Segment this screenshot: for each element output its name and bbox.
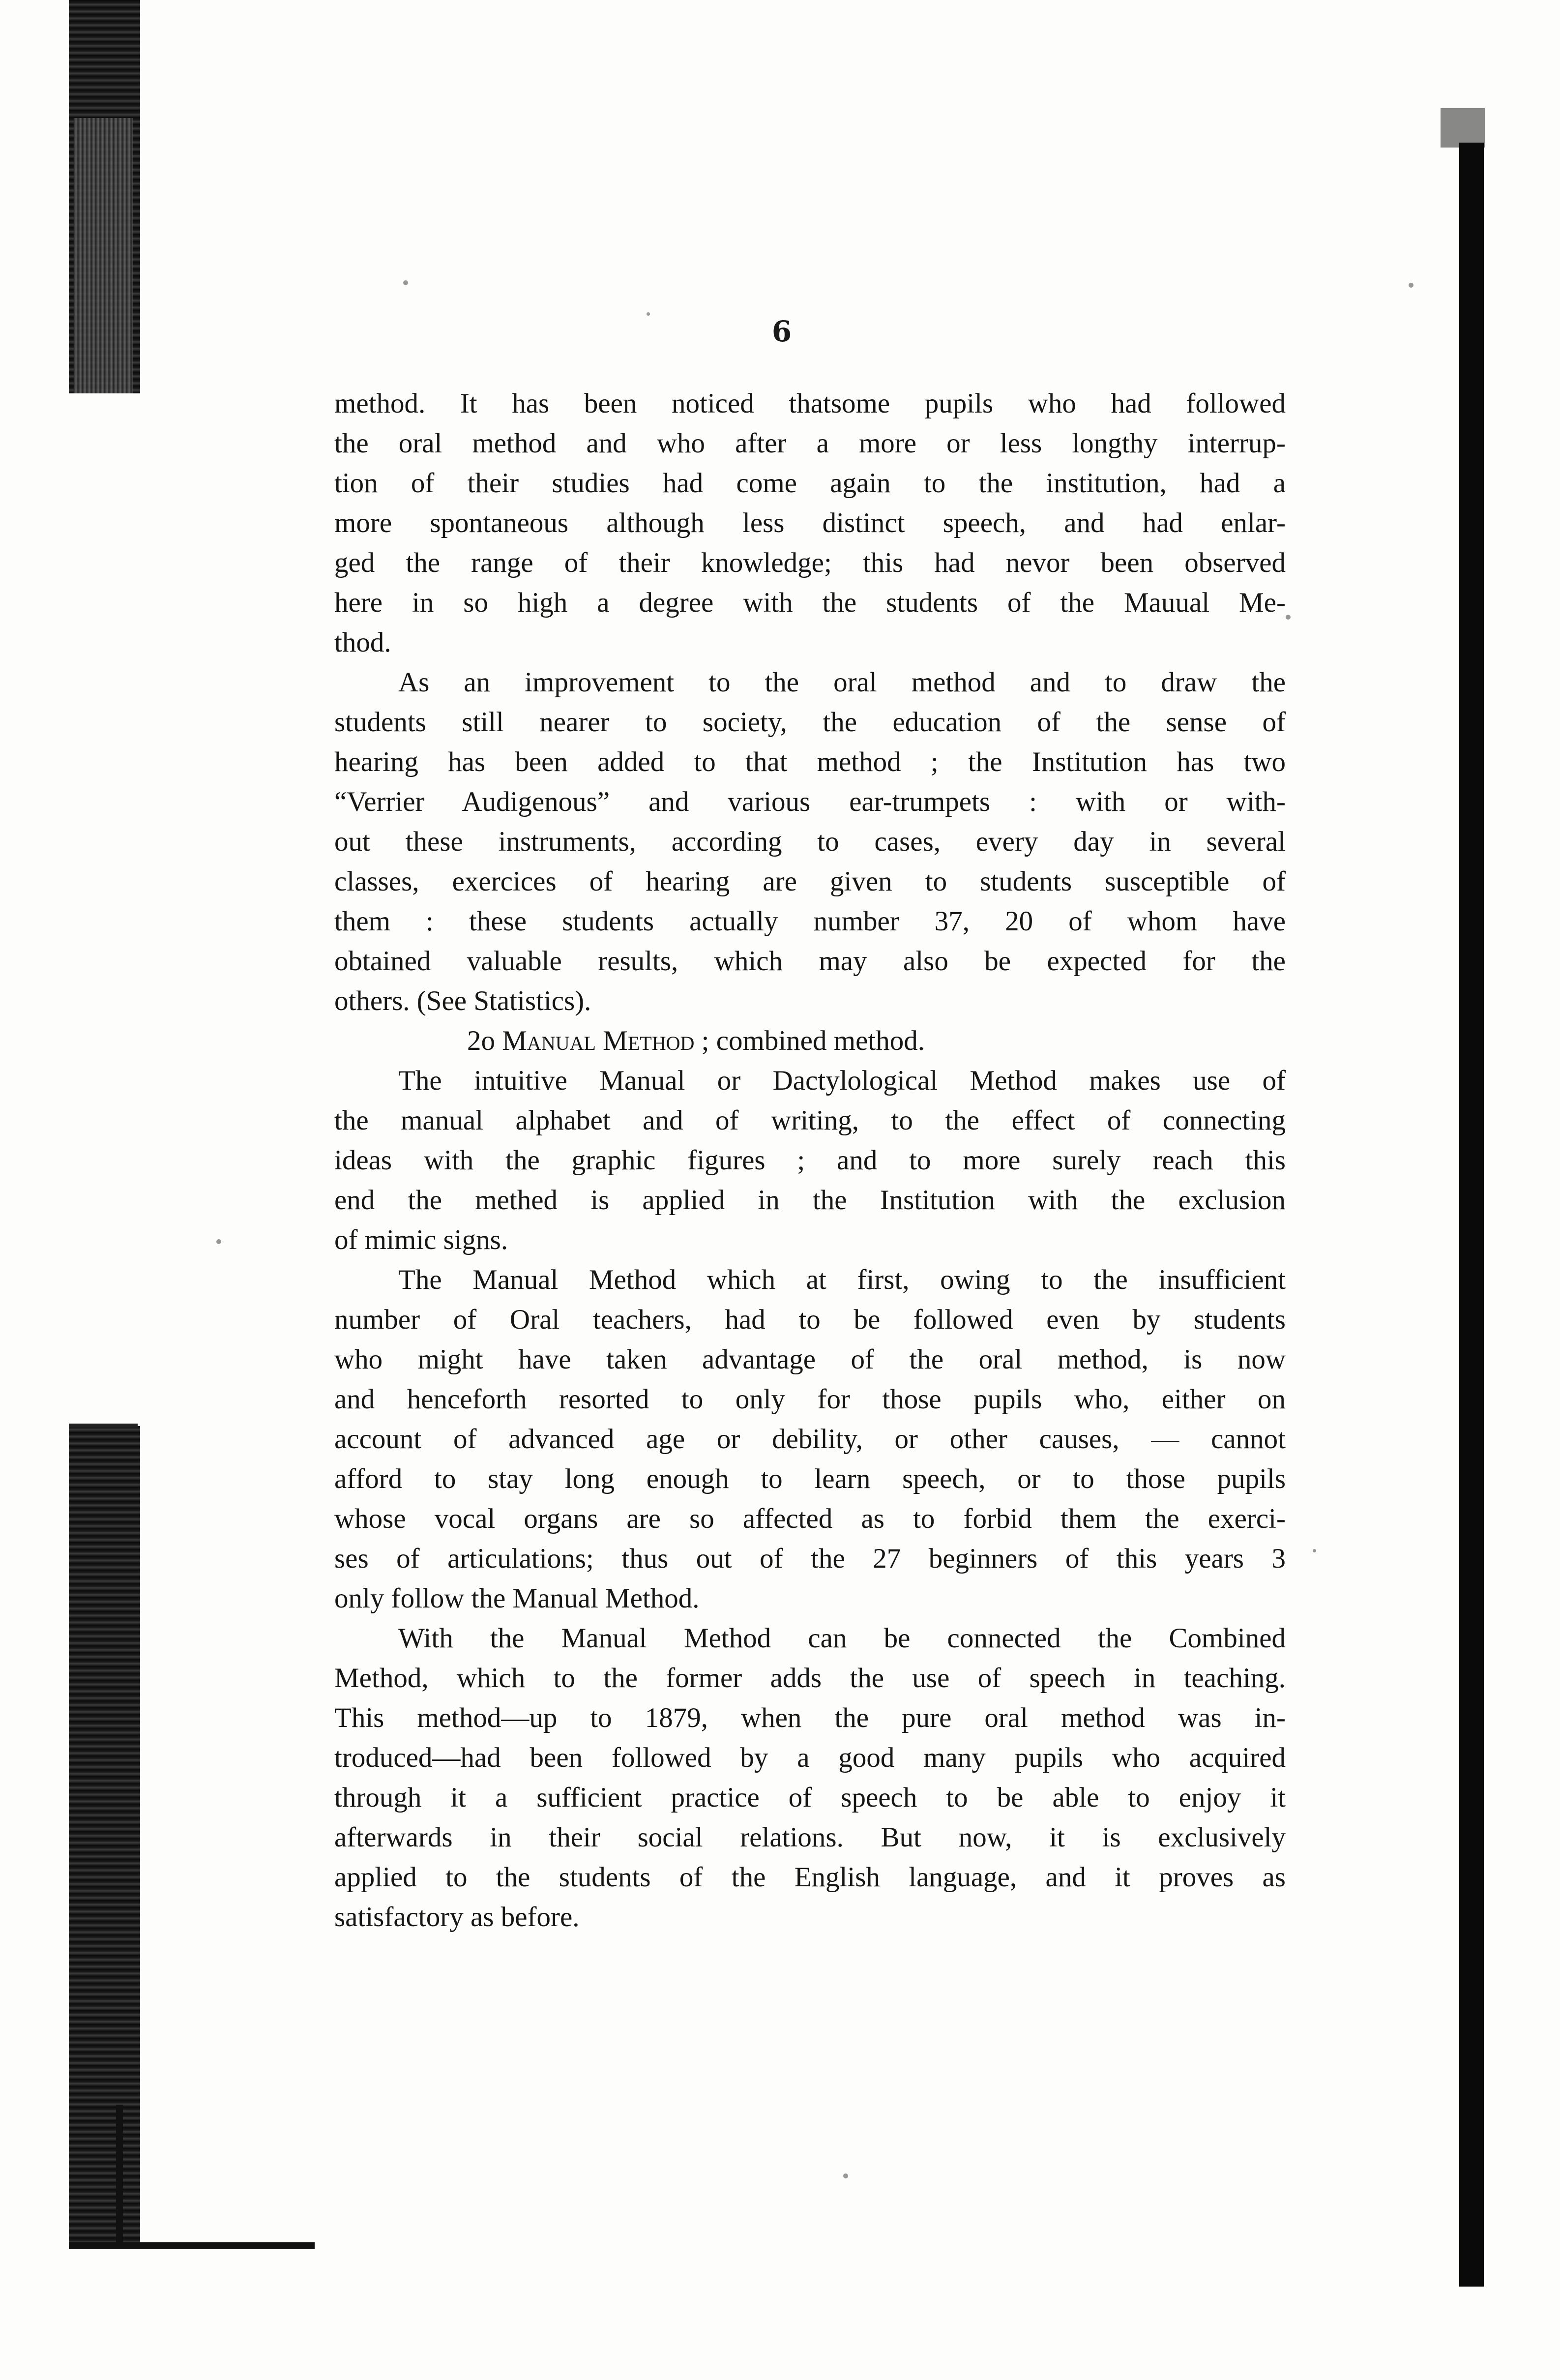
page-number: 6	[771, 315, 792, 348]
text-line: tion of their studies had come again to the institution, had a	[334, 468, 1286, 499]
paragraph-p4	[334, 1260, 1286, 1618]
text-line: the manual alphabet and of writing, to the effect of connecting	[334, 1105, 1286, 1136]
scan-edge-right	[1459, 143, 1484, 2287]
text-line: and henceforth resorted to only for those pupils who, either on	[334, 1384, 1286, 1415]
text-line: “Verrier Audigenous” and various ear-trumpets : with or with-	[334, 786, 1286, 817]
text-line: hearing has been added to that method ; the Institution has two	[334, 746, 1286, 777]
text-line: classes, exercices of hearing are given to students susceptible of	[334, 866, 1286, 897]
text-line: account of advanced age or debility, or other causes, — cannot	[334, 1424, 1286, 1455]
text-line: thod.	[334, 627, 391, 658]
text-line: number of Oral teachers, had to be followed even by students	[334, 1304, 1286, 1335]
scan-speck	[1286, 615, 1291, 620]
scan-edge-bottom	[69, 2242, 315, 2249]
text-line: others. (See Statistics).	[334, 985, 591, 1016]
scan-speck	[216, 1239, 221, 1244]
scan-speck	[1409, 283, 1413, 288]
text-line: satisfactory as before.	[334, 1902, 580, 1933]
scan-edge-left-gap	[69, 393, 143, 1426]
text-line: whose vocal organs are so affected as to forbid them the exerci-	[334, 1503, 1286, 1534]
text-line: method. It has been noticed thatsome pupils who had followed	[334, 388, 1286, 419]
text-line: This method—up to 1879, when the pure oral method was in-	[334, 1702, 1286, 1733]
text-line: who might have taken advantage of the oral method, is now	[334, 1344, 1286, 1375]
text-line: ses of articulations; thus out of the 27 beginners of this years 3	[334, 1543, 1286, 1574]
text-line: through it a sufficient practice of speech to be able to enjoy it	[334, 1782, 1286, 1813]
text-line: here in so high a degree with the students of the Mauual Me-	[334, 587, 1286, 618]
paragraph-p1	[334, 384, 1286, 662]
paragraph-p3	[334, 1061, 1286, 1260]
text-line: With the Manual Method can be connected the Combined	[398, 1623, 1286, 1654]
section-heading-subtitle: ; combined method.	[694, 1025, 925, 1056]
text-line: obtained valuable results, which may also be expected for the	[334, 946, 1286, 977]
body-text	[334, 384, 1286, 1937]
text-line: the oral method and who after a more or less longthy interrup-	[334, 428, 1286, 459]
text-line: out these instruments, according to cases, every day in several	[334, 826, 1286, 857]
scan-edge-left-noise	[74, 118, 133, 393]
text-line: end the methed is applied in the Institution with the exclusion	[334, 1185, 1286, 1216]
section-heading-number: 2o	[467, 1025, 495, 1056]
scan-edge-right-top	[1441, 108, 1485, 148]
scan-speck	[647, 312, 650, 316]
text-line: afford to stay long enough to learn speech, or to those pupils	[334, 1463, 1286, 1494]
text-line: of mimic signs.	[334, 1224, 508, 1255]
text-line: afterwards in their social relations. But now, it is exclusively	[334, 1822, 1286, 1853]
scan-edge-left-rule	[69, 1424, 138, 1428]
paragraph-p5	[334, 1618, 1286, 1937]
scan-edge-bottom-corner	[116, 2105, 123, 2247]
text-line: them : these students actually number 37, 20 of whom have	[334, 906, 1286, 937]
text-line: Method, which to the former adds the use of speech in teaching.	[334, 1663, 1286, 1694]
text-line: only follow the Manual Method.	[334, 1583, 700, 1614]
scan-speck	[843, 2173, 848, 2178]
text-line: more spontaneous although less distinct speech, and had enlar-	[334, 507, 1286, 538]
text-line: students still nearer to society, the education of the sense of	[334, 707, 1286, 738]
text-line: As an improvement to the oral method and to draw the	[398, 667, 1286, 698]
text-line: The Manual Method which at first, owing to the insufficient	[398, 1264, 1286, 1295]
text-line: ideas with the graphic figures ; and to more surely reach this	[334, 1145, 1286, 1176]
text-line: ged the range of their knowledge; this had nevor been observed	[334, 547, 1286, 578]
text-line: applied to the students of the English language, and it proves as	[334, 1862, 1286, 1893]
text-line: The intuitive Manual or Dactylological Method makes use of	[398, 1065, 1286, 1096]
section-heading	[334, 1021, 1286, 1061]
text-line: troduced—had been followed by a good many pupils who acquired	[334, 1742, 1286, 1773]
scan-speck	[1313, 1549, 1316, 1552]
section-heading-title: Manual Method	[502, 1025, 695, 1056]
paragraph-p2	[334, 662, 1286, 1021]
scan-speck	[403, 280, 408, 285]
